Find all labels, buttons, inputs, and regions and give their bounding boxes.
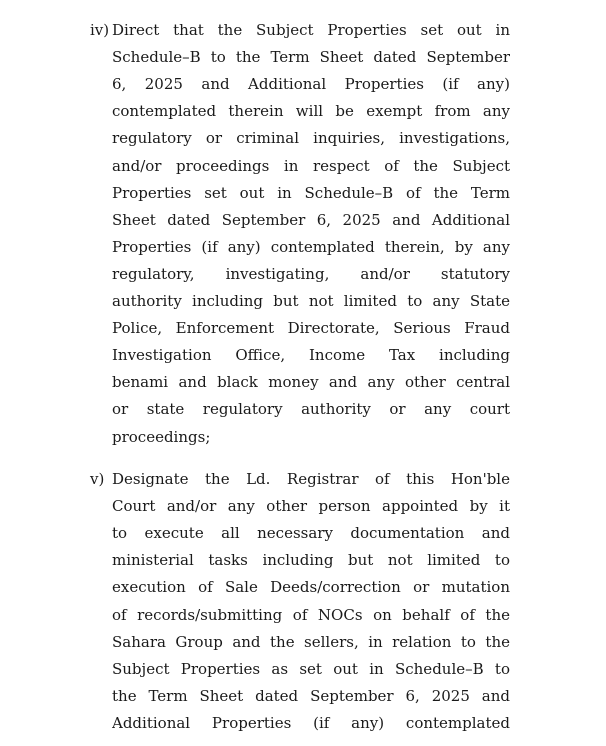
text-line: 6, 2025 and Additional Properties (if any) [112,75,510,94]
text-line: of records/submitting of NOCs on behalf of the [112,605,510,624]
text-line: Police, Enforcement Directorate, Serious Fraud [112,319,510,338]
clause-numeral: iv) [90,21,110,39]
text-line: Sheet dated September 6, 2025 and Additional [112,210,510,229]
text-line: or state regulatory authority or any court [112,400,510,419]
text-line: regulatory, investigating, and/or statutory [112,264,510,283]
text-line: the Term Sheet dated September 6, 2025 and [112,686,510,705]
text-line: to execute all necessary documentation and [112,524,510,543]
text-line: Court and/or any other person appointed by it [112,497,510,516]
text-line: Designate the Ld. Registrar of this Hon'ble [112,470,510,488]
text-line: Additional Properties (if any) contemplated [112,713,510,732]
text-line: contemplated therein will be exempt from any [112,102,510,121]
clause-numeral: v) [90,470,105,488]
text-line: Sahara Group and the sellers, in relation to the [112,632,510,651]
text-line: and/or proceedings in respect of the Subject [112,156,510,175]
text-line: Subject Properties as set out in Schedule–B to [112,659,510,678]
text-line: Properties (if any) contemplated therein, by any [112,237,510,256]
text-line: Schedule–B to the Term Sheet dated September [112,48,510,67]
text-line: regulatory or criminal inquiries, investigations, [112,129,510,148]
text-line: proceedings; [112,427,211,446]
text-line: Investigation Office, Income Tax including [112,346,510,365]
text-line: execution of Sale Deeds/correction or mutation [112,578,510,597]
text-line: Properties set out in Schedule–B of the Term [112,183,510,202]
text-line: ministerial tasks including but not limited to [112,551,510,570]
text-line: benami and black money and any other central [112,373,510,392]
text-line: Direct that the Subject Properties set out in [112,21,510,39]
text-line: authority including but not limited to any State [112,292,510,310]
